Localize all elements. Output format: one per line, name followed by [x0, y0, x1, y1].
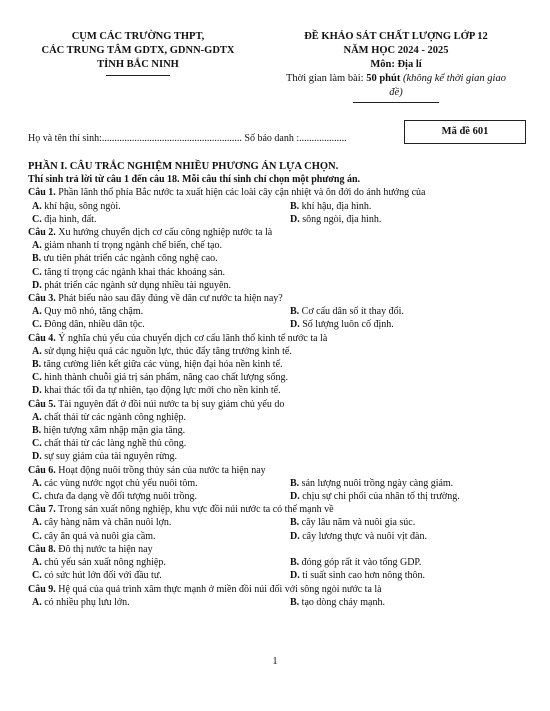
option-c[interactable]: C. địa hình, đất. [32, 213, 97, 225]
question-8 [28, 543, 528, 583]
option-c[interactable]: C. có sức hút lớn đối với đầu tư. [32, 570, 162, 582]
option-a[interactable]: A. khí hậu, sông ngòi. [32, 200, 121, 212]
option-c[interactable]: C. tăng tỉ trọng các ngành khai thác khoáng sản. [32, 266, 226, 278]
option-d[interactable]: D. khai thác tối đa tự nhiên, tạo động lực mới cho nền kinh tế. [32, 385, 281, 397]
question-stem: Câu 3. Phát biểu nào sau đây đúng về dân cư nước ta hiện nay? [28, 293, 283, 305]
subject: Môn: Địa lí [370, 59, 422, 70]
header-divider-left [106, 75, 170, 76]
option-b[interactable]: B. cây lâu năm và nuôi gia súc. [290, 517, 416, 529]
school-line-3: TỈNH BẮC NINH [97, 59, 179, 70]
part-title: PHẦN I. CÂU TRẮC NGHIỆM NHIỀU PHƯƠNG ÁN LỰA CHỌN. [28, 161, 339, 172]
question-9 [28, 583, 528, 609]
question-3 [28, 292, 528, 332]
question-stem: Câu 6. Hoạt động nuôi trồng thủy sản của nước ta hiện nay [28, 464, 266, 476]
option-c[interactable]: C. Đông dân, nhiều dân tộc. [32, 319, 145, 331]
option-c[interactable]: C. chất thải từ các làng nghề thủ công. [32, 438, 187, 450]
question-1 [28, 186, 528, 226]
option-b[interactable]: B. sản lượng nuôi trồng ngày càng giảm. [290, 477, 454, 489]
option-d[interactable]: D. chịu sự chi phối của nhân tố thị trường. [290, 491, 460, 503]
exam-header [262, 30, 530, 103]
option-c[interactable]: C. cây ăn quả và nuôi gia cầm. [32, 530, 156, 542]
header-divider-right [353, 102, 439, 103]
option-a[interactable]: A. sử dụng hiệu quả các nguồn lực, thúc đẩy tăng trưởng kinh tế. [32, 345, 292, 357]
option-a[interactable]: A. cây hàng năm và chăn nuôi lợn. [32, 517, 172, 529]
page-number: 1 [272, 656, 278, 667]
question-stem: Câu 8. Đô thị nước ta hiện nay [28, 543, 153, 555]
question-stem: Câu 1. Phần lãnh thổ phía Bắc nước ta xuất hiện các loài cây cận nhiệt và ôn đới do ảnh hưởng của [28, 187, 426, 199]
option-a[interactable]: A. giảm nhanh tỉ trọng ngành chế biến, chế tạo. [32, 240, 222, 252]
option-b[interactable]: B. ưu tiên phát triển các ngành công nghệ cao. [32, 253, 218, 265]
option-c[interactable]: C. chưa đa dạng về đối tượng nuôi trồng. [32, 491, 197, 503]
question-4 [28, 332, 528, 398]
option-d[interactable]: D. sự suy giảm của tài nguyên rừng. [32, 451, 177, 463]
option-d[interactable]: D. tỉ suất sinh cao hơn nông thôn. [290, 570, 426, 582]
student-info-line: Họ và tên thí sinh:........................................................ Số báo danh :................... [28, 133, 347, 144]
option-d[interactable]: D. sông ngòi, địa hình. [290, 213, 382, 225]
option-d[interactable]: D. cây lương thực và nuôi vịt đàn. [290, 530, 427, 542]
exam-title: ĐỀ KHẢO SÁT CHẤT LƯỢNG LỚP 12 [304, 31, 488, 42]
option-a[interactable]: A. Quy mô nhỏ, tăng chậm. [32, 306, 144, 318]
option-a[interactable]: A. các vùng nước ngọt chủ yếu nuôi tôm. [32, 477, 198, 489]
option-a[interactable]: A. chất thải từ các ngành công nghiệp. [32, 411, 186, 423]
question-stem: Câu 4. Ý nghĩa chủ yếu của chuyển dịch cơ cấu lãnh thổ kinh tế nước ta là [28, 332, 328, 344]
school-year: NĂM HỌC 2024 - 2025 [343, 45, 449, 56]
option-b[interactable]: B. khí hậu, địa hình. [290, 200, 372, 212]
option-c[interactable]: C. hình thành chuỗi giá trị sản phẩm, nâng cao chất lượng sống. [32, 372, 288, 384]
school-line-1: CỤM CÁC TRƯỜNG THPT, [71, 31, 205, 42]
question-5 [28, 398, 528, 464]
question-2 [28, 226, 528, 292]
option-a[interactable]: A. có nhiều phụ lưu lớn. [32, 596, 130, 608]
instruction: Thí sinh trả lời từ câu 1 đến câu 18. Mỗi câu thí sinh chỉ chọn một phương án. [28, 174, 361, 186]
school-line-2: CÁC TRUNG TÂM GDTX, GDNN-GDTX [41, 45, 235, 56]
question-stem: Câu 2. Xu hướng chuyển dịch cơ cấu công nghiệp nước ta là [28, 227, 273, 239]
exam-code-box: Mã đề 601 [404, 120, 526, 144]
option-b[interactable]: B. Cơ cấu dân số ít thay đổi. [290, 306, 404, 318]
time-note-cont: đề) [389, 87, 403, 98]
option-a[interactable]: A. chủ yếu sản xuất nông nghiệp. [32, 557, 166, 569]
option-b[interactable]: B. hiện tượng xâm nhập mặn gia tăng. [32, 425, 186, 437]
option-b[interactable]: B. tăng cường liên kết giữa các vùng, hiện đại hóa nền kinh tế. [32, 359, 283, 371]
exam-body [28, 160, 528, 609]
question-stem: Câu 7. Trong sản xuất nông nghiệp, khu vực đồi núi nước ta có thế mạnh về [28, 504, 334, 516]
question-7 [28, 503, 528, 543]
question-6 [28, 464, 528, 504]
option-b[interactable]: B. tạo dòng chảy mạnh. [290, 596, 385, 608]
question-stem: Câu 9. Hệ quả của quá trình xâm thực mạnh ở miền đồi núi đối với sông ngòi nước ta là [28, 583, 382, 595]
time-allowed: Thời gian làm bài: 50 phút (không kể thời gian giao [286, 73, 506, 84]
option-d[interactable]: D. phát triển các ngành sử dụng nhiều tài nguyên. [32, 279, 231, 291]
school-header [22, 30, 254, 76]
option-d[interactable]: D. Số lượng luôn cố định. [290, 319, 394, 331]
question-stem: Câu 5. Tài nguyên đất ở đồi núi nước ta bị suy giảm chủ yếu do [28, 398, 285, 410]
option-b[interactable]: B. đóng góp rất ít vào tổng GDP. [290, 557, 422, 569]
